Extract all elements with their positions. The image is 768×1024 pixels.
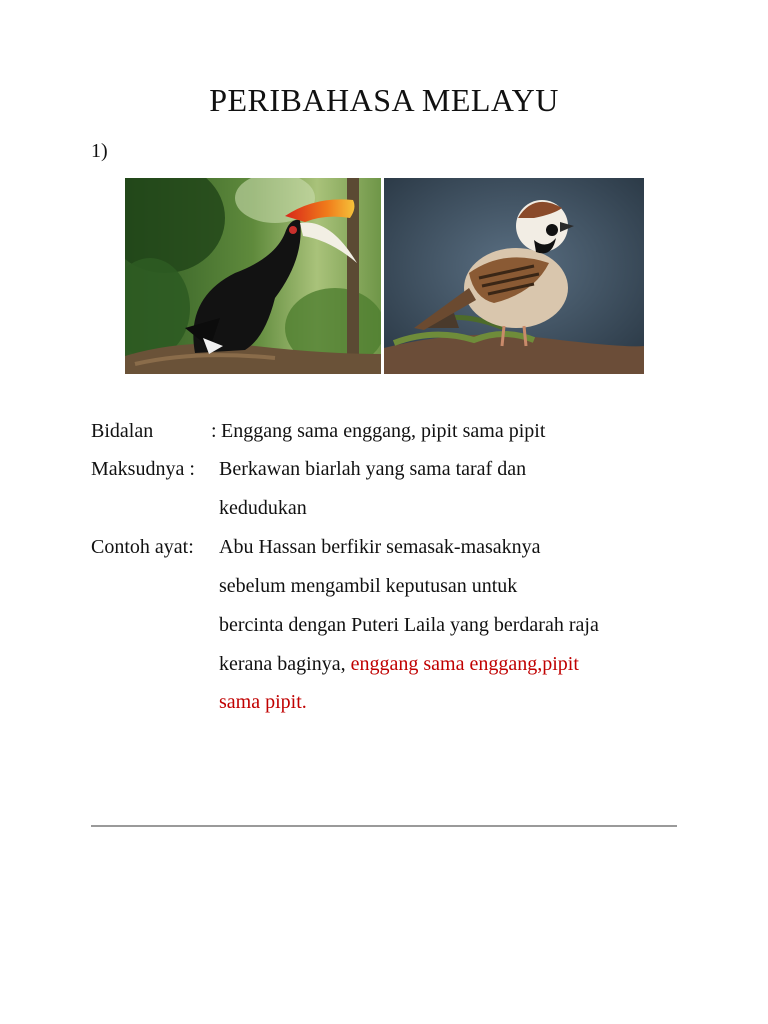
contoh-line-1: Abu Hassan berfikir semasak-masaknya	[219, 536, 541, 558]
contoh-line-2: sebelum mengambil keputusan untuk	[219, 575, 518, 597]
hornbill-image	[125, 178, 381, 374]
contoh-highlight-1: enggang sama enggang,pipit	[350, 653, 579, 675]
contoh-line-4-plain: kerana baginya,	[219, 653, 346, 675]
page-title: PERIBAHASA MELAYU	[209, 82, 559, 118]
bidalan-value: Enggang sama enggang, pipit sama pipit	[221, 420, 546, 442]
item-number: 1)	[91, 140, 108, 162]
contoh-label: Contoh ayat:	[91, 536, 194, 558]
horizontal-rule	[91, 825, 677, 827]
contoh-highlight-2: sama pipit.	[219, 691, 307, 713]
sparrow-image	[384, 178, 644, 374]
bidalan-label: Bidalan	[91, 420, 154, 442]
contoh-line-3: bercinta dengan Puteri Laila yang berdarah raja	[219, 614, 599, 636]
maksudnya-label: Maksudnya :	[91, 458, 195, 480]
maksudnya-line-1: Berkawan biarlah yang sama taraf dan	[219, 458, 527, 480]
maksudnya-line-2: kedudukan	[219, 497, 307, 519]
contoh-line-4	[219, 654, 579, 674]
bidalan-separator: :	[211, 420, 217, 442]
